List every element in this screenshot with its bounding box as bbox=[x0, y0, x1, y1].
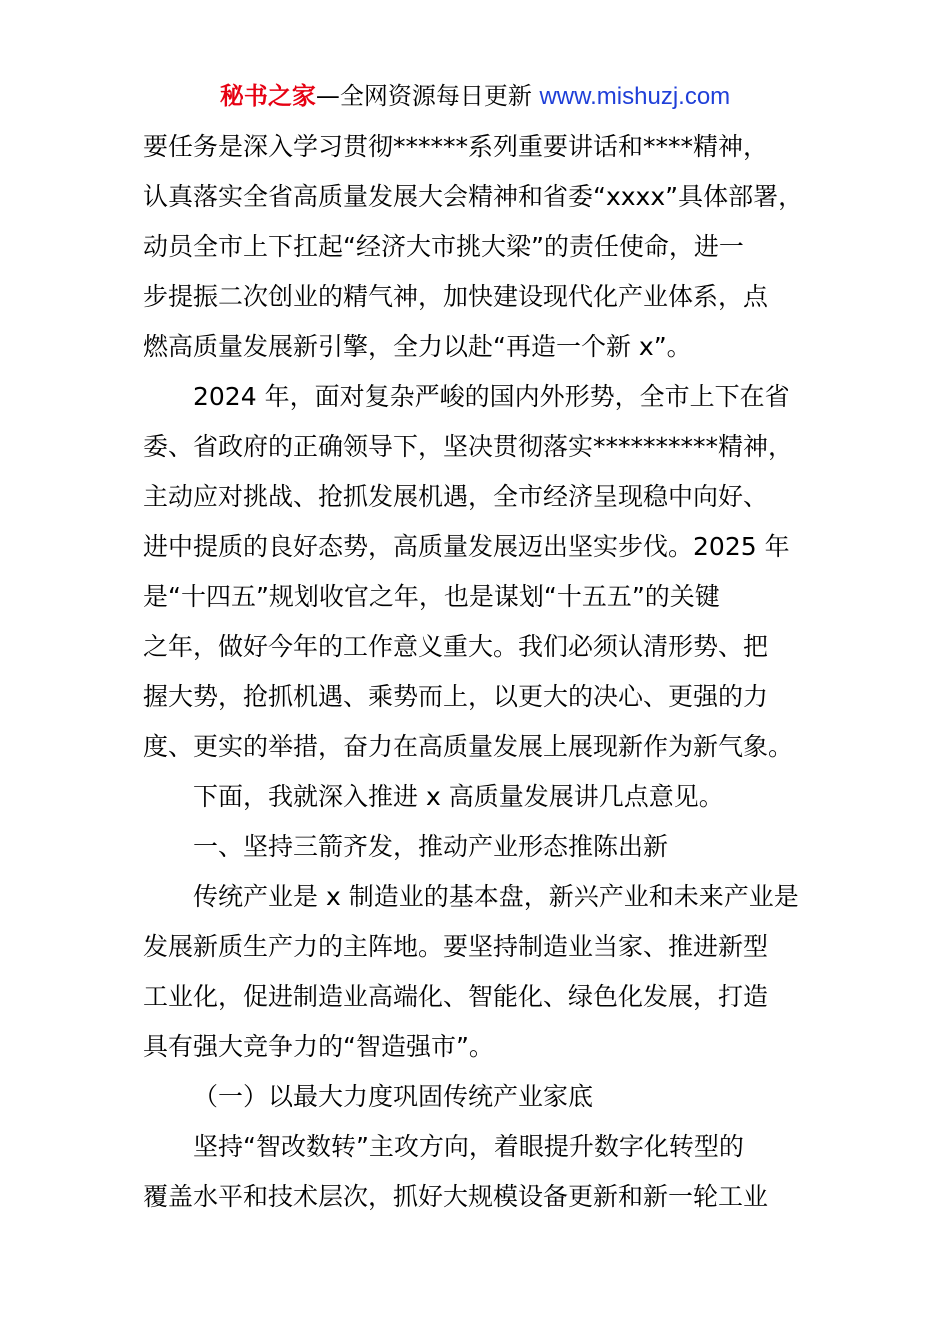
section-heading: 一、坚持三箭齐发，推动产业形态推陈出新 bbox=[193, 832, 669, 861]
paragraph-start-line: 下面，我就深入推进 x 高质量发展讲几点意见。 bbox=[193, 782, 724, 811]
site-header bbox=[0, 80, 950, 113]
text-line: 委、省政府的正确领导下，坚决贯彻落实**********精神， bbox=[143, 432, 794, 461]
paragraph-start-line: 坚持“智改数转”主攻方向，着眼提升数字化转型的 bbox=[193, 1132, 744, 1161]
text-line: 动员全市上下扛起“经济大市挑大梁”的责任使命，进一 bbox=[143, 232, 744, 261]
text-line: 之年，做好今年的工作意义重大。我们必须认清形势、把 bbox=[143, 632, 769, 661]
site-url-link[interactable]: www.mishuzj.com bbox=[539, 83, 731, 110]
text-line: 要任务是深入学习贯彻******系列重要讲话和****精神， bbox=[143, 132, 769, 161]
text-line: 具有强大竞争力的“智造强市”。 bbox=[143, 1032, 494, 1061]
text-line: 度、更实的举措，奋力在高质量发展上展现新作为新气象。 bbox=[143, 732, 794, 761]
text-line: 发展新质生产力的主阵地。要坚持制造业当家、推进新型 bbox=[143, 932, 769, 961]
document-body bbox=[143, 122, 833, 1222]
subsection-heading: （一）以最大力度巩固传统产业家底 bbox=[193, 1082, 594, 1111]
text-line: 工业化，促进制造业高端化、智能化、绿色化发展，打造 bbox=[143, 982, 769, 1011]
text-line: 进中提质的良好态势，高质量发展迈出坚实步伐。2025 年 bbox=[143, 532, 790, 561]
paragraph-start-line: 2024 年，面对复杂严峻的国内外形势，全市上下在省 bbox=[193, 382, 790, 411]
paragraph-start-line: 传统产业是 x 制造业的基本盘，新兴产业和未来产业是 bbox=[193, 882, 799, 911]
text-line: 握大势，抢抓机遇、乘势而上，以更大的决心、更强的力 bbox=[143, 682, 769, 711]
site-tagline: —全网资源每日更新 bbox=[315, 82, 540, 110]
site-brand: 秘书之家 bbox=[219, 82, 316, 110]
text-line: 认真落实全省高质量发展大会精神和省委“xxxx”具体部署， bbox=[143, 182, 804, 211]
text-line: 主动应对挑战、抢抓发展机遇，全市经济呈现稳中向好、 bbox=[143, 482, 769, 511]
text-line: 燃高质量发展新引擎，全力以赴“再造一个新 x”。 bbox=[143, 332, 692, 361]
text-line: 是“十四五”规划收官之年，也是谋划“十五五”的关键 bbox=[143, 582, 720, 611]
text-line: 覆盖水平和技术层次，抓好大规模设备更新和新一轮工业 bbox=[143, 1182, 769, 1211]
text-line: 步提振二次创业的精气神，加快建设现代化产业体系，点 bbox=[143, 282, 769, 311]
